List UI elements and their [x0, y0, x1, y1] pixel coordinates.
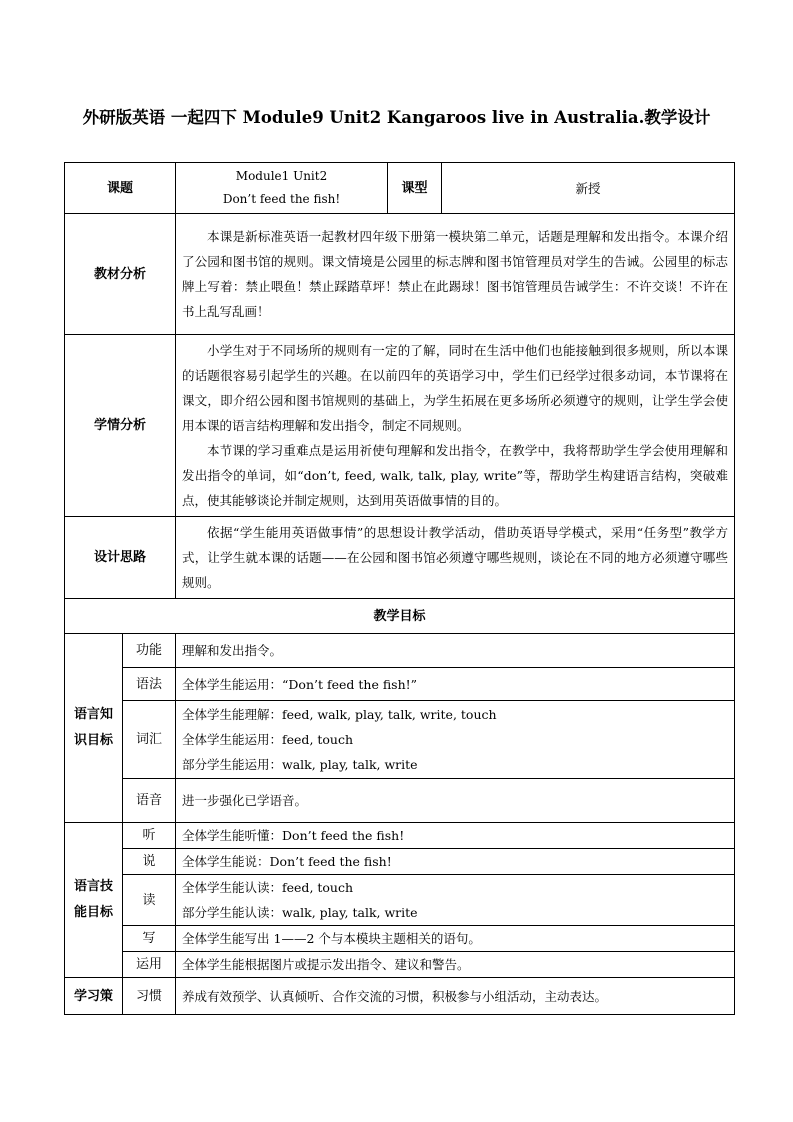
skills-row: [65, 849, 735, 875]
learners-cell: [176, 335, 735, 517]
skills-sub-label: 读: [123, 875, 176, 926]
material-label: 教材分析: [65, 214, 176, 335]
knowledge-label: [65, 634, 123, 823]
skills-content: 全体学生能写出 1——2 个与本模块主题相关的语句。: [176, 926, 735, 952]
skills-label-line-1: 语言技: [73, 879, 113, 894]
topic-label: 课题: [65, 163, 176, 214]
topic-value: [176, 163, 388, 214]
skills-content: 全体学生能听懂：Don’t feed the fish!: [176, 823, 735, 849]
strategy-sub-label: 习惯: [123, 978, 176, 1015]
skills-content: [176, 875, 735, 926]
topic-line-1: Module1 Unit2: [235, 169, 328, 183]
knowledge-row: [65, 701, 735, 779]
skills-content: 全体学生能说：Don’t feed the fish!: [176, 849, 735, 875]
objectives-header: 教学目标: [65, 599, 735, 634]
skills-row: [65, 926, 735, 952]
type-value: 新授: [442, 163, 735, 214]
knowledge-row: [65, 779, 735, 823]
knowledge-row: [65, 668, 735, 701]
strategy-row: [65, 978, 735, 1015]
knowledge-sub-label: 功能: [123, 634, 176, 668]
skills-row: [65, 823, 735, 849]
skills-label: [65, 823, 123, 978]
strategy-label: 学习策: [65, 978, 123, 1015]
design-row: [65, 517, 735, 599]
content-line: 全体学生能运用：feed, touch: [182, 732, 354, 747]
skills-sub-label: 运用: [123, 952, 176, 978]
learners-label: 学情分析: [65, 335, 176, 517]
knowledge-content: [176, 701, 735, 779]
objectives-header-row: [65, 599, 735, 634]
knowledge-sub-label: 语音: [123, 779, 176, 823]
strategy-content: 养成有效预学、认真倾听、合作交流的习惯，积极参与小组活动，主动表达。: [176, 978, 735, 1015]
content-line: 部分学生能运用：walk, play, talk, write: [182, 757, 418, 772]
skills-sub-label: 说: [123, 849, 176, 875]
skills-sub-label: 写: [123, 926, 176, 952]
learners-row: [65, 335, 735, 517]
design-cell: [176, 517, 735, 599]
learners-paragraph-2: 本节课的学习重难点是运用祈使句理解和发出指令，在教学中，我将帮助学生学会使用理解和发出指令的单词，如“don’t, feed, walk, talk, play, write”等，帮助学生构建语言结构，突破难点，使其能够谈论并制定规则，达到用英语做事情的目的。: [182, 443, 729, 508]
type-label: 课型: [388, 163, 442, 214]
knowledge-label-line-2: 识目标: [73, 733, 113, 748]
topic-line-2: Don’t feed the fish!: [222, 192, 341, 206]
knowledge-content: 进一步强化已学语音。: [176, 779, 735, 823]
skills-row: [65, 875, 735, 926]
skills-row: [65, 952, 735, 978]
lesson-plan-table: [64, 162, 735, 1015]
content-line: 部分学生能认读：walk, play, talk, write: [182, 905, 418, 920]
document-title: 外研版英语 一起四下 Module9 Unit2 Kangaroos live in Australia.教学设计: [82, 108, 711, 127]
skills-label-line-2: 能目标: [73, 905, 113, 920]
knowledge-content: 理解和发出指令。: [176, 634, 735, 668]
knowledge-sub-label: 词汇: [123, 701, 176, 779]
content-line: 全体学生能理解：feed, walk, play, talk, write, touch: [182, 707, 497, 722]
knowledge-row: [65, 634, 735, 668]
content-line: 全体学生能认读：feed, touch: [182, 880, 354, 895]
design-text: 依据“学生能用英语做事情”的思想设计教学活动，借助英语导学模式，采用“任务型”教学方式，让学生就本课的话题——在公园和图书馆必须遵守哪些规则，谈论在不同的地方必须遵守哪些规则。: [182, 525, 729, 590]
knowledge-content: 全体学生能运用：“Don’t feed the fish!”: [176, 668, 735, 701]
knowledge-sub-label: 语法: [123, 668, 176, 701]
topic-row: [65, 163, 735, 214]
material-text: 本课是新标准英语一起教材四年级下册第一模块第二单元，话题是理解和发出指令。本课介绍了公园和图书馆的规则。课文情境是公园里的标志牌和图书馆管理员对学生的告诫。公园里的标志牌上写着：禁止喂鱼！禁止踩踏草坪！禁止在此踢球！图书馆管理员告诫学生：不许交谈！不许在书上乱写乱画！: [182, 229, 729, 319]
material-row: [65, 214, 735, 335]
learners-paragraph-1: 小学生对于不同场所的规则有一定的了解，同时在生活中他们也能接触到很多规则，所以本课的话题很容易引起学生的兴趣。在以前四年的英语学习中，学生们已经学过很多动词，本节课将在课文，即介绍公园和图书馆规则的基础上，为学生拓展在更多场所必须遵守的规则，让学生学会使用本课的语言结构理解和发出指令，制定不同规则。: [182, 343, 729, 433]
material-cell: [176, 214, 735, 335]
knowledge-label-line-1: 语言知: [73, 707, 113, 722]
skills-sub-label: 听: [123, 823, 176, 849]
skills-content: 全体学生能根据图片或提示发出指令、建议和警告。: [176, 952, 735, 978]
design-label: 设计思路: [65, 517, 176, 599]
